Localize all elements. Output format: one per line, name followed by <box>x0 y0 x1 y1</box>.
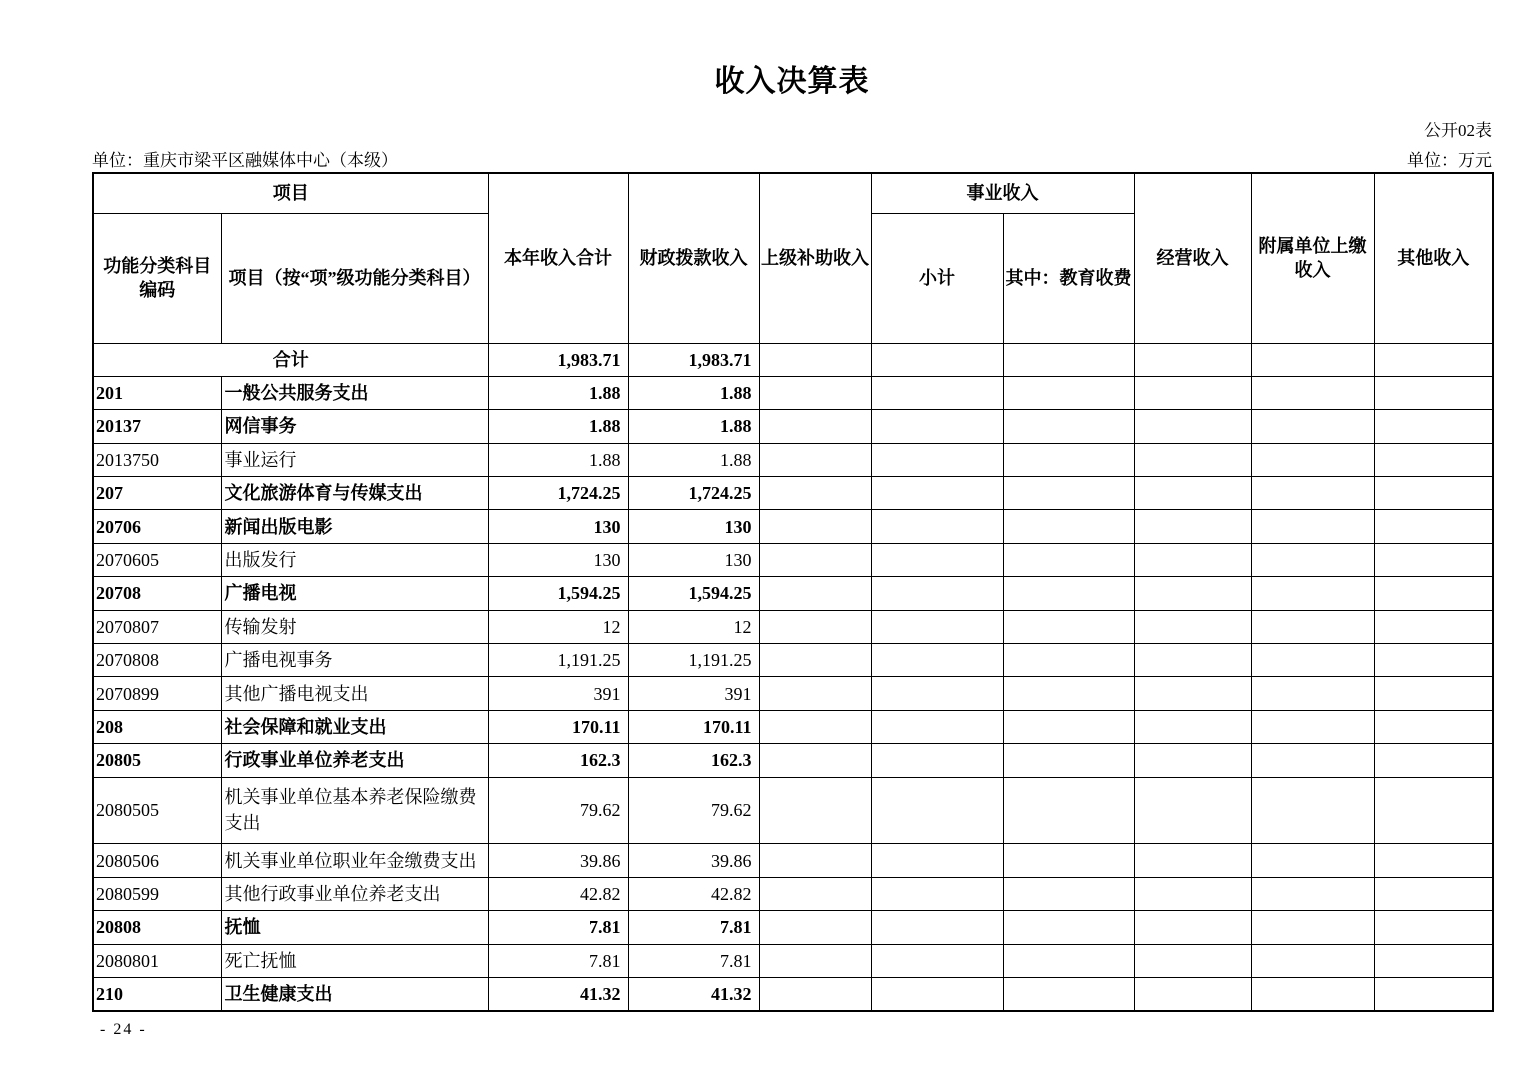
cell-superior <box>759 477 871 510</box>
cell-fiscal: 79.62 <box>628 777 759 844</box>
cell-fiscal: 7.81 <box>628 911 759 944</box>
cell-affiliated <box>1251 710 1374 743</box>
row-code: 208 <box>93 710 221 743</box>
cell-education <box>1003 877 1134 910</box>
header-superior: 上级补助收入 <box>759 173 871 343</box>
cell-operating <box>1134 744 1251 777</box>
cell-affiliated <box>1251 443 1374 476</box>
table-row <box>93 577 1493 610</box>
header-education: 其中：教育收费 <box>1003 213 1134 343</box>
cell-fiscal: 1,191.25 <box>628 644 759 677</box>
cell-fiscal: 130 <box>628 543 759 576</box>
cell-subtotal <box>871 977 1003 1010</box>
cell-other <box>1374 911 1493 944</box>
cell-other <box>1374 744 1493 777</box>
cell-superior <box>759 577 871 610</box>
cell-education <box>1003 477 1134 510</box>
cell-affiliated <box>1251 343 1374 376</box>
cell-total: 1.88 <box>488 443 628 476</box>
cell-subtotal <box>871 477 1003 510</box>
cell-operating <box>1134 677 1251 710</box>
cell-affiliated <box>1251 911 1374 944</box>
cell-education <box>1003 543 1134 576</box>
row-code: 2013750 <box>93 443 221 476</box>
row-item: 新闻出版电影 <box>221 510 488 543</box>
cell-operating <box>1134 510 1251 543</box>
cell-other <box>1374 644 1493 677</box>
row-code: 2080801 <box>93 944 221 977</box>
cell-subtotal <box>871 844 1003 877</box>
cell-fiscal: 391 <box>628 677 759 710</box>
table-row <box>93 911 1493 944</box>
row-code: 20805 <box>93 744 221 777</box>
cell-subtotal <box>871 877 1003 910</box>
cell-fiscal: 130 <box>628 510 759 543</box>
table-row <box>93 443 1493 476</box>
cell-superior <box>759 911 871 944</box>
row-item: 事业运行 <box>221 443 488 476</box>
table-row <box>93 376 1493 409</box>
cell-education <box>1003 610 1134 643</box>
cell-operating <box>1134 877 1251 910</box>
cell-subtotal <box>871 644 1003 677</box>
cell-superior <box>759 443 871 476</box>
header-subtotal: 小计 <box>871 213 1003 343</box>
header-operating: 经营收入 <box>1134 173 1251 343</box>
cell-subtotal <box>871 410 1003 443</box>
cell-subtotal <box>871 443 1003 476</box>
unit-name: 单位：重庆市梁平区融媒体中心（本级） <box>92 151 398 170</box>
cell-fiscal: 7.81 <box>628 944 759 977</box>
table-header <box>93 173 1493 343</box>
cell-operating <box>1134 343 1251 376</box>
table-row <box>93 477 1493 510</box>
row-item: 一般公共服务支出 <box>221 376 488 409</box>
row-code: 2070807 <box>93 610 221 643</box>
table-row <box>93 543 1493 576</box>
cell-superior <box>759 510 871 543</box>
cell-total: 130 <box>488 543 628 576</box>
cell-superior <box>759 543 871 576</box>
cell-other <box>1374 343 1493 376</box>
cell-total: 1.88 <box>488 410 628 443</box>
cell-fiscal: 1.88 <box>628 443 759 476</box>
row-code: 207 <box>93 477 221 510</box>
row-item: 网信事务 <box>221 410 488 443</box>
cell-operating <box>1134 443 1251 476</box>
row-item: 其他行政事业单位养老支出 <box>221 877 488 910</box>
cell-total: 1,594.25 <box>488 577 628 610</box>
cell-education <box>1003 577 1134 610</box>
cell-operating <box>1134 710 1251 743</box>
cell-subtotal <box>871 944 1003 977</box>
cell-subtotal <box>871 710 1003 743</box>
cell-other <box>1374 777 1493 844</box>
table-row <box>93 644 1493 677</box>
row-item: 广播电视 <box>221 577 488 610</box>
row-label: 合计 <box>93 343 488 376</box>
page-title: 收入决算表 <box>714 65 870 98</box>
row-code: 210 <box>93 977 221 1010</box>
header-item-group: 项目 <box>93 173 488 213</box>
cell-total: 7.81 <box>488 944 628 977</box>
cell-operating <box>1134 410 1251 443</box>
cell-subtotal <box>871 610 1003 643</box>
cell-superior <box>759 744 871 777</box>
table-row <box>93 777 1493 844</box>
unit-currency: 单位：万元 <box>1407 151 1492 170</box>
row-item: 机关事业单位基本养老保险缴费支出 <box>221 777 488 844</box>
table-row <box>93 977 1493 1010</box>
cell-affiliated <box>1251 610 1374 643</box>
cell-education <box>1003 510 1134 543</box>
cell-fiscal: 1,983.71 <box>628 343 759 376</box>
cell-fiscal: 41.32 <box>628 977 759 1010</box>
cell-total: 391 <box>488 677 628 710</box>
row-item: 抚恤 <box>221 911 488 944</box>
row-item: 文化旅游体育与传媒支出 <box>221 477 488 510</box>
row-code: 20708 <box>93 577 221 610</box>
cell-education <box>1003 744 1134 777</box>
cell-affiliated <box>1251 844 1374 877</box>
cell-fiscal: 162.3 <box>628 744 759 777</box>
cell-fiscal: 170.11 <box>628 710 759 743</box>
cell-operating <box>1134 644 1251 677</box>
cell-operating <box>1134 376 1251 409</box>
row-code: 20706 <box>93 510 221 543</box>
table-row <box>93 610 1493 643</box>
row-item: 社会保障和就业支出 <box>221 710 488 743</box>
cell-education <box>1003 376 1134 409</box>
cell-superior <box>759 610 871 643</box>
cell-superior <box>759 877 871 910</box>
cell-education <box>1003 710 1134 743</box>
row-code: 2080599 <box>93 877 221 910</box>
cell-affiliated <box>1251 944 1374 977</box>
table-body <box>93 343 1493 1011</box>
table-row <box>93 343 1493 376</box>
cell-superior <box>759 844 871 877</box>
cell-fiscal: 1.88 <box>628 410 759 443</box>
header-total: 本年收入合计 <box>488 173 628 343</box>
cell-affiliated <box>1251 510 1374 543</box>
row-item: 卫生健康支出 <box>221 977 488 1010</box>
table-row <box>93 877 1493 910</box>
cell-superior <box>759 410 871 443</box>
cell-superior <box>759 376 871 409</box>
cell-other <box>1374 577 1493 610</box>
cell-operating <box>1134 944 1251 977</box>
cell-operating <box>1134 977 1251 1010</box>
cell-education <box>1003 410 1134 443</box>
cell-other <box>1374 543 1493 576</box>
cell-affiliated <box>1251 477 1374 510</box>
cell-other <box>1374 410 1493 443</box>
row-code: 2070808 <box>93 644 221 677</box>
row-item: 机关事业单位职业年金缴费支出 <box>221 844 488 877</box>
header-business-group: 事业收入 <box>871 173 1134 213</box>
cell-total: 41.32 <box>488 977 628 1010</box>
cell-subtotal <box>871 911 1003 944</box>
cell-total: 1,983.71 <box>488 343 628 376</box>
row-item: 死亡抚恤 <box>221 944 488 977</box>
cell-subtotal <box>871 510 1003 543</box>
row-code: 2080505 <box>93 777 221 844</box>
header-affiliated: 附属单位上缴收入 <box>1251 173 1374 343</box>
table-row <box>93 944 1493 977</box>
cell-operating <box>1134 610 1251 643</box>
cell-fiscal: 42.82 <box>628 877 759 910</box>
cell-affiliated <box>1251 376 1374 409</box>
cell-fiscal: 1.88 <box>628 376 759 409</box>
row-code: 201 <box>93 376 221 409</box>
row-code: 2080506 <box>93 844 221 877</box>
cell-education <box>1003 677 1134 710</box>
cell-education <box>1003 844 1134 877</box>
cell-total: 170.11 <box>488 710 628 743</box>
cell-operating <box>1134 844 1251 877</box>
cell-affiliated <box>1251 577 1374 610</box>
table-row <box>93 844 1493 877</box>
header-other: 其他收入 <box>1374 173 1493 343</box>
row-code: 20808 <box>93 911 221 944</box>
cell-superior <box>759 944 871 977</box>
cell-subtotal <box>871 677 1003 710</box>
table-row <box>93 677 1493 710</box>
cell-subtotal <box>871 577 1003 610</box>
cell-operating <box>1134 577 1251 610</box>
cell-affiliated <box>1251 644 1374 677</box>
cell-affiliated <box>1251 744 1374 777</box>
cell-education <box>1003 443 1134 476</box>
cell-subtotal <box>871 543 1003 576</box>
header-code: 功能分类科目编码 <box>93 213 221 343</box>
cell-education <box>1003 977 1134 1010</box>
cell-education <box>1003 944 1134 977</box>
row-item: 其他广播电视支出 <box>221 677 488 710</box>
cell-other <box>1374 877 1493 910</box>
table-row <box>93 510 1493 543</box>
cell-fiscal: 12 <box>628 610 759 643</box>
row-code: 2070605 <box>93 543 221 576</box>
cell-affiliated <box>1251 543 1374 576</box>
cell-education <box>1003 911 1134 944</box>
row-item: 传输发射 <box>221 610 488 643</box>
table-row <box>93 710 1493 743</box>
cell-other <box>1374 443 1493 476</box>
row-item: 行政事业单位养老支出 <box>221 744 488 777</box>
cell-superior <box>759 710 871 743</box>
header-row-top <box>93 173 1493 213</box>
cell-operating <box>1134 477 1251 510</box>
cell-affiliated <box>1251 777 1374 844</box>
header-item: 项目（按“项”级功能分类科目） <box>221 213 488 343</box>
cell-education <box>1003 343 1134 376</box>
header-fiscal: 财政拨款收入 <box>628 173 759 343</box>
row-code: 2070899 <box>93 677 221 710</box>
cell-operating <box>1134 543 1251 576</box>
page-number: - 24 - <box>100 1021 147 1038</box>
row-code: 20137 <box>93 410 221 443</box>
cell-total: 7.81 <box>488 911 628 944</box>
cell-superior <box>759 677 871 710</box>
cell-affiliated <box>1251 677 1374 710</box>
cell-superior <box>759 644 871 677</box>
cell-total: 1.88 <box>488 376 628 409</box>
cell-total: 79.62 <box>488 777 628 844</box>
cell-affiliated <box>1251 877 1374 910</box>
cell-affiliated <box>1251 977 1374 1010</box>
cell-total: 162.3 <box>488 744 628 777</box>
cell-total: 42.82 <box>488 877 628 910</box>
cell-other <box>1374 710 1493 743</box>
cell-subtotal <box>871 376 1003 409</box>
cell-total: 39.86 <box>488 844 628 877</box>
cell-operating <box>1134 911 1251 944</box>
table-row <box>93 410 1493 443</box>
cell-other <box>1374 944 1493 977</box>
cell-other <box>1374 977 1493 1010</box>
cell-subtotal <box>871 777 1003 844</box>
cell-superior <box>759 343 871 376</box>
cell-superior <box>759 777 871 844</box>
cell-superior <box>759 977 871 1010</box>
revenue-table <box>92 172 1494 1012</box>
cell-other <box>1374 510 1493 543</box>
cell-subtotal <box>871 343 1003 376</box>
cell-total: 1,724.25 <box>488 477 628 510</box>
cell-education <box>1003 777 1134 844</box>
table-number: 公开02表 <box>1424 121 1492 140</box>
cell-other <box>1374 477 1493 510</box>
cell-other <box>1374 844 1493 877</box>
row-item: 出版发行 <box>221 543 488 576</box>
cell-education <box>1003 644 1134 677</box>
cell-fiscal: 1,594.25 <box>628 577 759 610</box>
cell-affiliated <box>1251 410 1374 443</box>
row-item: 广播电视事务 <box>221 644 488 677</box>
cell-subtotal <box>871 744 1003 777</box>
cell-operating <box>1134 777 1251 844</box>
cell-total: 130 <box>488 510 628 543</box>
cell-other <box>1374 610 1493 643</box>
cell-total: 1,191.25 <box>488 644 628 677</box>
cell-fiscal: 39.86 <box>628 844 759 877</box>
cell-total: 12 <box>488 610 628 643</box>
cell-other <box>1374 376 1493 409</box>
cell-fiscal: 1,724.25 <box>628 477 759 510</box>
table-row <box>93 744 1493 777</box>
cell-other <box>1374 677 1493 710</box>
